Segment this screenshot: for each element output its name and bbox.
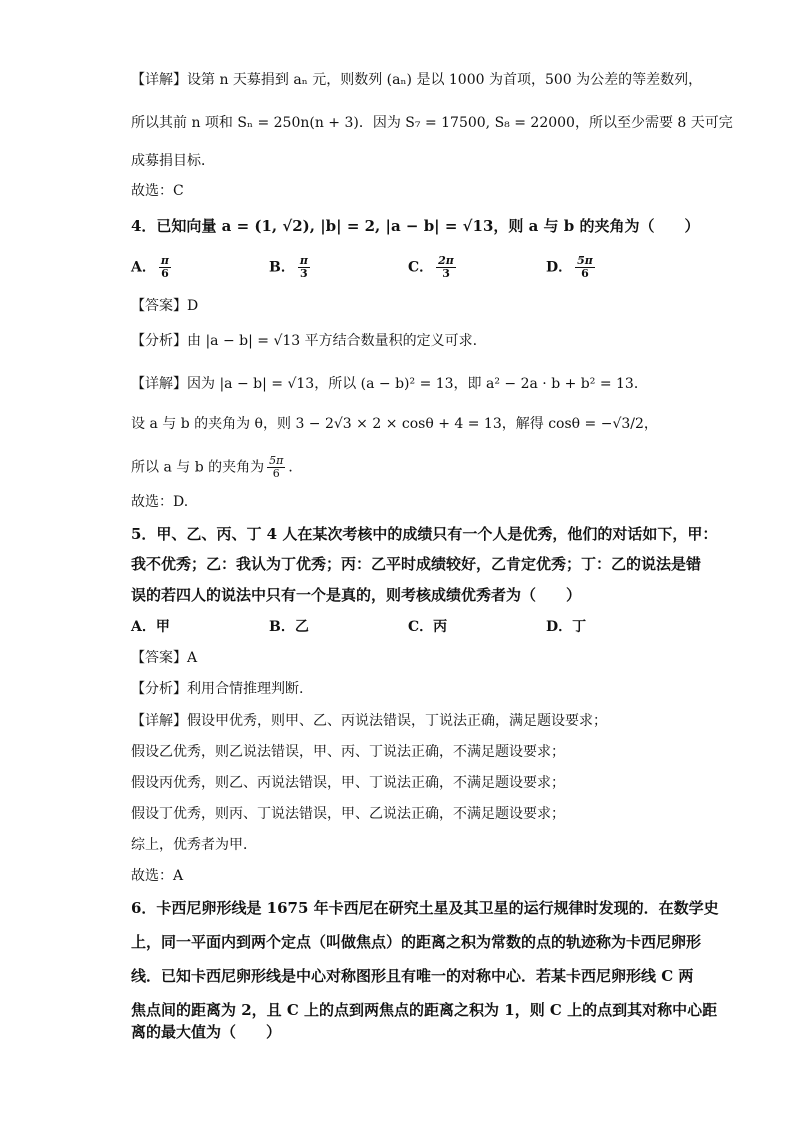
q6-stem-line-4: 焦点间的距离为 2，且 C 上的点到两焦点的距离之积为 1，则 C 上的点到其对称中心距 <box>131 1001 718 1019</box>
fraction-denominator: 3 <box>300 267 308 280</box>
fraction-denominator: 3 <box>442 267 450 280</box>
q6-stem-line-1: 6．卡西尼卵形线是 1675 年卡西尼在研究土星及其卫星的运行规律时发现的．在数学史 <box>131 899 719 917</box>
q5-stem-line-3: 误的若四人的说法中只有一个是真的，则考核成绩优秀者为（ ） <box>131 586 582 604</box>
option-fraction <box>575 255 595 280</box>
fraction-denominator: 6 <box>272 467 280 480</box>
fraction-numerator: 5π <box>577 254 593 267</box>
option-fraction <box>159 255 171 280</box>
q6-stem-line-3: 线．已知卡西尼卵形线是中心对称图形且有唯一的对称中心．若某卡西尼卵形线 C 两 <box>131 967 694 985</box>
fraction-denominator: 6 <box>581 267 589 280</box>
q4-detail-line-1: 【详解】因为 |a − b| = √13，所以 (a − b)² = 13，即 a² − 2a · b + b² = 13． <box>131 376 648 392</box>
q6-stem-line-2: 上，同一平面内到两个定点（叫做焦点）的距离之积为常数的点的轨迹称为卡西尼卵形 <box>131 933 702 951</box>
q5-stem-line-1: 5．甲、乙、丙、丁 4 人在某次考核中的成绩只有一个人是优秀，他们的对话如下，甲： <box>131 525 718 543</box>
q5-detail-line-2: 假设乙优秀，则乙说法错误，甲、丙、丁说法正确，不满足题设要求； <box>131 744 565 760</box>
q5-stem-line-2: 我不优秀；乙：我认为丁优秀；丙：乙平时成绩较好，乙肯定优秀；丁：乙的说法是错 <box>131 555 702 573</box>
q6-stem-line-5: 离的最大值为（ ） <box>131 1023 282 1041</box>
option-label: D． <box>546 259 573 276</box>
q3-detail-line-1: 【详解】设第 n 天募捐到 aₙ 元，则数列 (aₙ) 是以 1000 为首项，500 为公差的等差数列， <box>131 72 703 88</box>
q3-detail-line-3: 成募捐目标． <box>131 153 215 169</box>
fraction-numerator: 5π <box>269 454 284 467</box>
q5-option-b: B．乙 <box>269 619 309 635</box>
q5-choice: 故选：A <box>131 868 184 884</box>
q5-option-c: C．丙 <box>408 619 448 635</box>
detail-text: 所以 a 与 b 的夹角为 <box>131 459 265 476</box>
q4-analysis: 【分析】由 |a − b| = √13 平方结合数量积的定义可求. <box>131 333 478 349</box>
q4-stem: 4．已知向量 a = (1, √2), |b| = 2, |a − b| = √13，则 a 与 b 的夹角为（ ） <box>131 217 700 235</box>
q5-option-a: A．甲 <box>131 619 170 635</box>
q4-detail-line-2: 设 a 与 b 的夹角为 θ，则 3 − 2√3 × 2 × cosθ + 4 = 13，解得 cosθ = −√3/2， <box>131 416 658 432</box>
q5-detail-line-3: 假设丙优秀，则乙、丙说法错误，甲、丁说法正确，不满足题设要求； <box>131 775 565 791</box>
option-fraction <box>436 255 456 280</box>
fraction-numerator: π <box>160 254 169 267</box>
q5-detail-line-1: 【详解】假设甲优秀，则甲、乙、丙说法错误，丁说法正确，满足题设要求； <box>131 713 607 729</box>
detail-text-end: ． <box>288 459 303 476</box>
q3-choice: 故选：C <box>131 183 184 199</box>
fraction-numerator: 2π <box>438 254 454 267</box>
option-label: B． <box>269 259 295 276</box>
option-fraction <box>298 255 310 280</box>
fraction-numerator: π <box>299 254 308 267</box>
q5-option-d: D．丁 <box>546 619 587 635</box>
q4-answer: 【答案】D <box>131 298 199 314</box>
q4-option-c <box>408 255 459 280</box>
fraction-denominator: 6 <box>161 267 169 280</box>
option-label: A． <box>131 259 156 276</box>
q4-option-d <box>546 255 598 280</box>
q5-answer: 【答案】A <box>131 650 198 666</box>
detail-fraction <box>267 455 285 480</box>
q4-detail-line-3 <box>131 455 302 480</box>
q4-option-a <box>131 255 174 280</box>
q4-option-b <box>269 255 313 280</box>
q5-detail-line-5: 综上，优秀者为甲． <box>131 837 257 853</box>
q3-detail-line-2: 所以其前 n 项和 Sₙ = 250n(n + 3)．因为 S₇ = 17500, S₈ = 22000，所以至少需要 8 天可完 <box>131 115 733 131</box>
q5-analysis: 【分析】利用合情推理判断. <box>131 681 304 697</box>
q5-detail-line-4: 假设丁优秀，则丙、丁说法错误，甲、乙说法正确，不满足题设要求； <box>131 806 565 822</box>
option-label: C． <box>408 259 434 276</box>
q4-choice: 故选：D. <box>131 494 189 510</box>
